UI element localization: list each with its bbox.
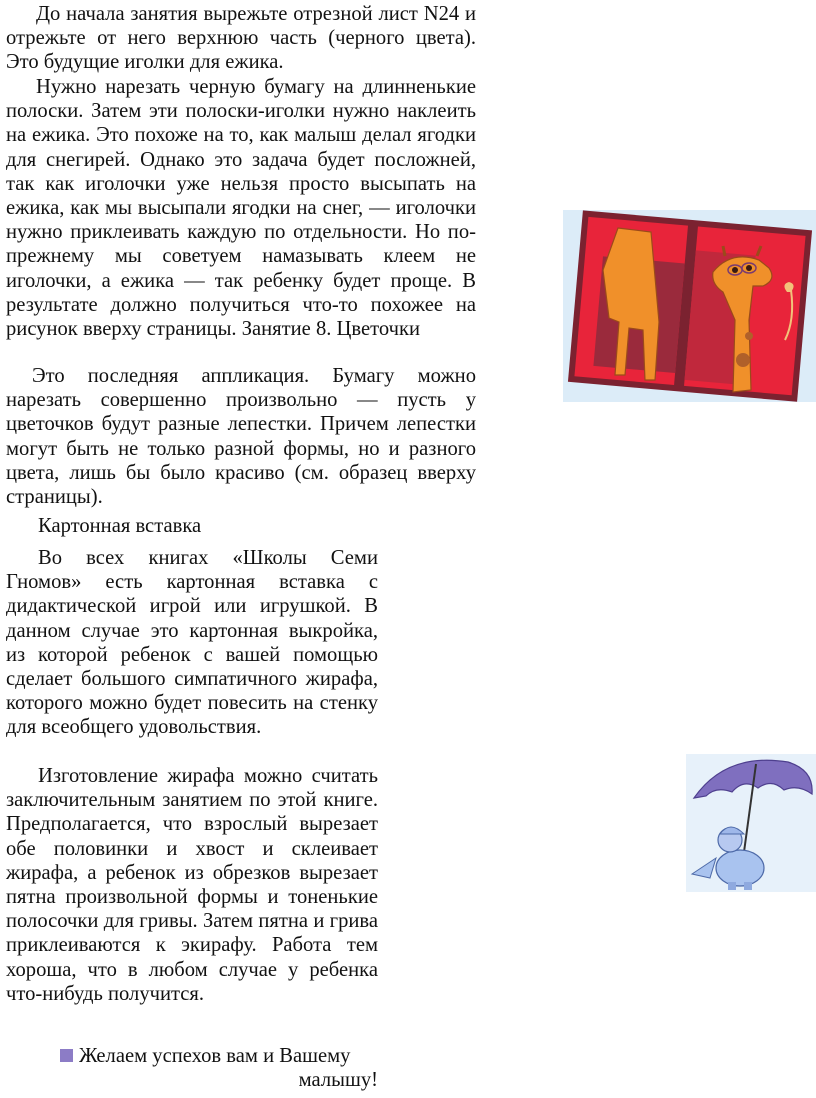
- gnome-umbrella-illustration: [686, 754, 816, 892]
- paragraph-scissors-instructions: До начала занятия вырежьте отрезной лист N24 и отрежьте от него верхнюю часть (черного цвета). Это будущие иголки для ежика.: [6, 3, 476, 74]
- section-heading-cardboard-insert: Картонная вставка: [38, 515, 202, 537]
- giraffe-applique-illustration: [563, 210, 816, 402]
- closing-line-2: малышу!: [298, 1069, 378, 1092]
- square-bullet-icon: [60, 1049, 73, 1062]
- paragraph-flowers-applique: Это последняя аппликация. Бумагу можно нарезать совершенно произвольно — пусть у цветочков будут разные лепестки. Причем лепестки могут быть не только разной формы, но и разного цвета, лишь бы было красиво (см. образец вверху страницы).: [6, 365, 476, 509]
- paragraph-cardboard-insert: Во всех книгах «Школы Семи Гномов» есть картонная вставка с дидактической игрой или игрушкой. В данном случае это картонная выкройка, из которой ребенок с вашей помощью сделает большого симпатичного жирафа, которого можно будет повесить на стенку для всеобщего удовольствия.: [6, 547, 378, 739]
- closing-wish: [60, 1044, 378, 1092]
- paragraph-giraffe-making: Изготовление жирафа можно считать заключительным занятием по этой книге. Предполагается, что взрослый вырезает обе половинки и хвост и склеивает жирафа, а ребенок из обрезков вырезает пятна произвольной формы и тоненькие полосочки для гривы. Затем пятна и грива приклеиваются к экирафу. Работа тем хороша, что в любом случае у ребенка что-нибудь получится.: [6, 765, 378, 1005]
- closing-line-1: Желаем успехов вам и Вашему: [79, 1045, 351, 1067]
- paragraph-hedgehog-needles: Нужно нарезать черную бумагу на длинненькие полоски. Затем эти полоски-иголки нужно наклеить на ежика. Это похоже на то, как малыш делал ягодки для снегирей. Однако это задача будет посложней, так как иголочки уже нельзя просто высыпать на ежика, как мы высыпали ягодки на снег, — иголочки нужно приклеивать каждую по отдельности. Но по-прежнему мы советуем намазывать клеем не иголочки, а ежика — так ребенку будет проще. В результате должно получиться что-то похожее на рисунок вверху страницы. Занятие 8. Цветочки: [6, 76, 476, 341]
